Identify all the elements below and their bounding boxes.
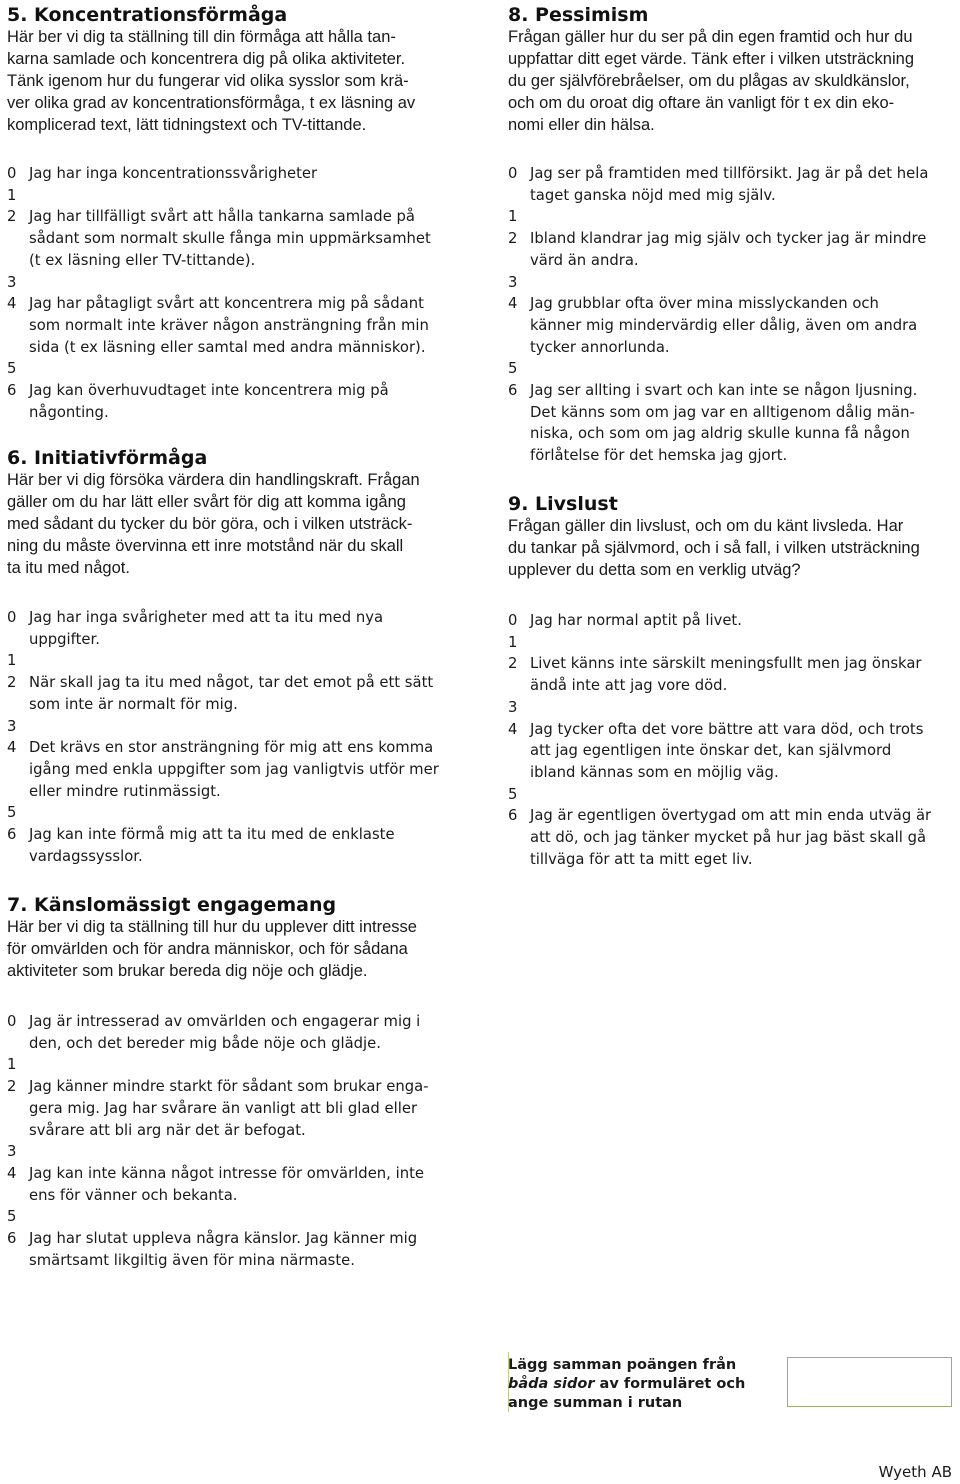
intro-line: aktiviteter som brukar bereda dig nöje och glädje. (7, 962, 368, 980)
option-text (29, 1011, 457, 1054)
option-line: som inte är normalt för mig. (29, 695, 238, 713)
option-text (29, 802, 457, 824)
option-line (29, 802, 457, 824)
scale-option (508, 272, 958, 294)
scale-option (508, 653, 958, 696)
scale-option (7, 1054, 457, 1076)
intro-line: upplever du detta som en verklig utväg? (508, 561, 801, 579)
option-score: 4 (508, 295, 518, 313)
option-line: Jag tycker ofta det vore bättre att vara död, och trots (530, 720, 924, 738)
option-line: ändå inte att jag vore död. (530, 677, 728, 695)
scale-option (7, 824, 457, 867)
option-line: gera mig. Jag har svårare än vanligt att bli glad eller (29, 1099, 418, 1117)
option-text (530, 697, 958, 719)
intro-line: Tänk igenom hur du fungerar vid olika sysslor som krä- (7, 72, 409, 90)
option-text (29, 607, 457, 650)
option-score: 2 (7, 674, 17, 692)
sum-line-rest: av formuläret och (594, 1376, 746, 1392)
option-score: 2 (7, 1078, 17, 1096)
option-text (29, 163, 457, 185)
option-line: Jag känner mindre starkt för sådant som brukar enga- (29, 1078, 429, 1096)
scale-option (7, 185, 457, 207)
section-title: 8. Pessimism (508, 4, 649, 26)
scale-option (508, 293, 958, 358)
scale-option (7, 716, 457, 738)
option-score: 3 (508, 698, 518, 716)
section-6-header (7, 447, 457, 579)
section-7-header (7, 894, 457, 982)
option-line (530, 784, 958, 806)
option-line (530, 358, 958, 380)
option-text (29, 1228, 457, 1271)
section-intro (508, 515, 958, 581)
option-score: 1 (7, 1056, 17, 1074)
scale-option (7, 1163, 457, 1206)
option-line: tycker annorlunda. (530, 338, 670, 356)
option-text (530, 206, 958, 228)
scale-option (7, 380, 457, 423)
intro-line: ver olika grad av koncentrationsförmåga, t ex läsning av (7, 94, 416, 112)
scale-option (7, 1076, 457, 1141)
option-score: 0 (7, 609, 17, 626)
intro-line: uppfattar ditt eget värde. Tänk efter i vilken utsträckning (508, 50, 914, 68)
option-text (530, 653, 958, 696)
option-score: 5 (7, 804, 17, 822)
scale-option (7, 272, 457, 294)
option-text (29, 185, 457, 207)
option-line: Jag grubblar ofta över mina misslyckanden och (530, 295, 879, 313)
scale-option (508, 784, 958, 806)
option-line: sådant som normalt skulle fånga min uppmärksamhet (29, 230, 431, 248)
option-score: 3 (7, 1143, 17, 1161)
option-text (29, 380, 457, 423)
intro-line: Här ber vi dig ta ställning till din förmåga att hålla tan- (7, 28, 396, 46)
section-9-header (508, 493, 958, 581)
intro-line: och om du oroat dig oftare än vanligt för t ex din eko- (508, 94, 895, 112)
option-text (29, 272, 457, 294)
option-line (29, 650, 457, 672)
option-line: Jag har normal aptit på livet. (530, 612, 742, 629)
option-score: 1 (7, 186, 17, 204)
scale-option (7, 607, 457, 650)
option-line: smärtsamt likgiltig även för mina närmaste. (29, 1251, 355, 1269)
option-line (29, 272, 457, 294)
option-line: sida (t ex läsning eller samtal med andra människor). (29, 338, 426, 356)
section-intro (7, 469, 457, 579)
option-line (29, 716, 457, 738)
option-score: 3 (508, 273, 518, 291)
intro-line: för omvärlden och för andra människor, och för sådana (7, 940, 408, 958)
option-score: 2 (508, 230, 518, 248)
option-text (530, 358, 958, 380)
option-score: 5 (508, 785, 518, 803)
option-line: När skall jag ta itu med något, tar det emot på ett sätt (29, 674, 434, 692)
intro-line: nomi eller din hälsa. (508, 116, 655, 134)
option-line: uppgifter. (29, 630, 100, 648)
option-line: Jag har påtagligt svårt att koncentrera mig på sådant (29, 295, 424, 313)
intro-line: ta itu med något. (7, 559, 130, 577)
option-score: 5 (7, 360, 17, 378)
scale-option (7, 358, 457, 380)
scale-option (508, 206, 958, 228)
option-text (530, 380, 958, 467)
option-line: Det känns som om jag var en alltigenom dålig män- (530, 403, 915, 421)
scale-option (508, 163, 958, 206)
option-score: 0 (508, 612, 518, 629)
option-line: Jag har inga svårigheter med att ta itu med nya (29, 609, 384, 626)
option-line (530, 206, 958, 228)
intro-line: du tankar på självmord, och i så fall, i vilken utsträckning (508, 539, 920, 557)
option-score: 2 (508, 655, 518, 673)
intro-line: Frågan gäller hur du ser på din egen framtid och hur du (508, 28, 913, 46)
scale-option (7, 1228, 457, 1271)
section-8-header (508, 4, 958, 136)
option-line: ens för vänner och bekanta. (29, 1186, 238, 1204)
scale-option (508, 358, 958, 380)
option-line: som normalt inte kräver någon ansträngning från min (29, 316, 429, 334)
option-line: Jag ser allting i svart och kan inte se någon ljusning. (530, 382, 918, 400)
option-text (530, 610, 958, 632)
option-score: 4 (7, 1164, 17, 1182)
option-score: 6 (7, 382, 17, 400)
option-line: någonting. (29, 403, 109, 421)
option-line: att dö, och jag tänker mycket på hur jag bäst skall gå (530, 829, 927, 847)
option-text (29, 1206, 457, 1228)
option-score: 1 (508, 633, 518, 651)
option-line (29, 1141, 457, 1163)
intro-line: karna samlade och koncentrera dig på olika aktiviteter. (7, 50, 406, 68)
option-score: 5 (7, 1208, 17, 1226)
intro-line: med sådant du tycker du bör göra, och i vilken utsträck- (7, 515, 413, 533)
option-text (29, 672, 457, 715)
sum-line: ange summan i rutan (508, 1395, 683, 1411)
option-line: ibland kännas som en möjlig väg. (530, 763, 779, 781)
option-line: Livet känns inte särskilt meningsfullt men jag önskar (530, 655, 922, 673)
option-text (29, 650, 457, 672)
section-title: 6. Initiativförmåga (7, 447, 208, 469)
sum-total-field[interactable] (787, 1357, 952, 1407)
option-line: Jag kan inte förmå mig att ta itu med de enklaste (29, 826, 395, 844)
option-text (29, 1163, 457, 1206)
option-line: Jag är intresserad av omvärlden och engagerar mig i (29, 1013, 421, 1030)
option-line: värd än andra. (530, 251, 639, 269)
scale-option (7, 1206, 457, 1228)
option-line: tillväga för att ta mitt eget liv. (530, 850, 753, 868)
intro-line: ning du måste övervinna ett inre motstånd när du skall (7, 537, 404, 555)
scale-option (7, 650, 457, 672)
option-text (29, 716, 457, 738)
scale-option (7, 802, 457, 824)
intro-line: Här ber vi dig försöka värdera din handlingskraft. Frågan (7, 471, 420, 489)
option-text (530, 293, 958, 358)
option-line: förlåtelse för det hemska jag gjort. (530, 447, 788, 465)
option-text (530, 163, 958, 206)
option-score: 0 (7, 1013, 17, 1030)
option-score: 2 (7, 208, 17, 226)
option-score: 6 (7, 1230, 17, 1248)
scale-option (508, 805, 958, 870)
sum-instruction (508, 1356, 768, 1413)
scale-option (7, 293, 457, 358)
option-line: svårare att bli arg när det är befogat. (29, 1121, 306, 1139)
option-score: 3 (7, 717, 17, 735)
option-line: vardagssysslor. (29, 847, 143, 865)
option-line (530, 272, 958, 294)
option-score: 6 (508, 382, 518, 400)
intro-line: Frågan gäller din livslust, och om du känt livsleda. Har (508, 517, 904, 535)
option-line: känner mig mindervärdig eller dålig, även om andra (530, 316, 918, 334)
option-line: Jag ser på framtiden med tillförsikt. Jag är på det hela (530, 165, 929, 182)
option-score: 3 (7, 273, 17, 291)
option-text (530, 272, 958, 294)
scale-option (508, 610, 958, 632)
sum-area (508, 1352, 953, 1412)
option-score: 6 (508, 807, 518, 825)
option-line: att jag egentligen inte önskar det, kan självmord (530, 742, 892, 760)
section-7-scale (7, 1011, 457, 1271)
option-line: Jag har inga koncentrationssvårigheter (29, 165, 318, 182)
option-text (29, 358, 457, 380)
section-intro (7, 916, 457, 982)
scale-option (7, 672, 457, 715)
section-6-scale (7, 607, 457, 867)
intro-line: Här ber vi dig ta ställning till hur du upplever ditt intresse (7, 918, 417, 936)
sum-line (508, 1375, 768, 1394)
option-text (29, 1141, 457, 1163)
option-line (29, 185, 457, 207)
option-line (29, 1206, 457, 1228)
option-line: igång med enkla uppgifter som jag vanligtvis utför mer (29, 760, 439, 778)
option-line: niska, och som om jag aldrig skulle kunna få någon (530, 425, 910, 443)
section-title: 5. Koncentrationsförmåga (7, 4, 288, 26)
scale-option (508, 697, 958, 719)
option-text (29, 206, 457, 271)
option-text (29, 1054, 457, 1076)
option-score: 1 (7, 652, 17, 670)
option-line: Ibland klandrar jag mig själv och tycker jag är mindre (530, 230, 927, 248)
option-line: Jag har tillfälligt svårt att hålla tankarna samlade på (29, 208, 415, 226)
section-5-header (7, 4, 457, 136)
option-line: den, och det bereder mig både nöje och glädje. (29, 1034, 381, 1052)
sum-line: Lägg samman poängen från (508, 1357, 737, 1373)
section-8-scale (508, 163, 958, 467)
option-text (530, 805, 958, 870)
section-title: 9. Livslust (508, 493, 618, 515)
option-score: 0 (508, 165, 518, 182)
option-text (29, 737, 457, 802)
option-line: Jag kan överhuvudtaget inte koncentrera mig på (29, 382, 389, 400)
option-line (530, 632, 958, 654)
section-intro (508, 26, 958, 136)
scale-option (508, 228, 958, 271)
scale-option (508, 719, 958, 784)
option-line (29, 358, 457, 380)
section-9-scale (508, 610, 958, 870)
option-line: Jag kan inte känna något intresse för omvärlden, inte (29, 1164, 424, 1182)
option-text (29, 824, 457, 867)
scale-option (7, 206, 457, 271)
option-score: 4 (508, 720, 518, 738)
option-score: 1 (508, 208, 518, 226)
option-line: Jag är egentligen övertygad om att min enda utväg är (530, 807, 932, 825)
section-intro (7, 26, 457, 136)
option-score: 6 (7, 826, 17, 844)
scale-option (7, 1141, 457, 1163)
option-text (530, 719, 958, 784)
intro-line: du ger självförebråelser, om du plågas av skuldkänslor, (508, 72, 910, 90)
intro-line: komplicerad text, lätt tidningstext och TV-tittande. (7, 116, 367, 134)
option-line (530, 697, 958, 719)
option-line: taget ganska nöjd med mig själv. (530, 186, 776, 204)
scale-option (508, 380, 958, 467)
sum-emphasis: båda sidor (508, 1376, 595, 1392)
option-score: 4 (7, 295, 17, 313)
option-text (530, 632, 958, 654)
option-line: eller mindre rutinmässigt. (29, 782, 221, 800)
option-line: (t ex läsning eller TV-tittande). (29, 251, 256, 269)
option-text (29, 293, 457, 358)
scale-option (7, 737, 457, 802)
option-text (530, 228, 958, 271)
option-score: 4 (7, 739, 17, 757)
option-line: Det krävs en stor ansträngning för mig att ens komma (29, 739, 434, 757)
option-score: 5 (508, 360, 518, 378)
option-text (530, 784, 958, 806)
option-line: Jag har slutat uppleva några känslor. Jag känner mig (29, 1230, 418, 1248)
intro-line: gäller om du har lätt eller svårt för dig att komma igång (7, 493, 406, 511)
option-score: 0 (7, 165, 17, 182)
section-title: 7. Känslomässigt engagemang (7, 894, 337, 916)
footer-company: Wyeth AB (878, 1463, 952, 1481)
section-5-scale (7, 163, 457, 423)
scale-option (7, 163, 457, 185)
option-text (29, 1076, 457, 1141)
scale-option (7, 1011, 457, 1054)
option-line (29, 1054, 457, 1076)
scale-option (508, 632, 958, 654)
